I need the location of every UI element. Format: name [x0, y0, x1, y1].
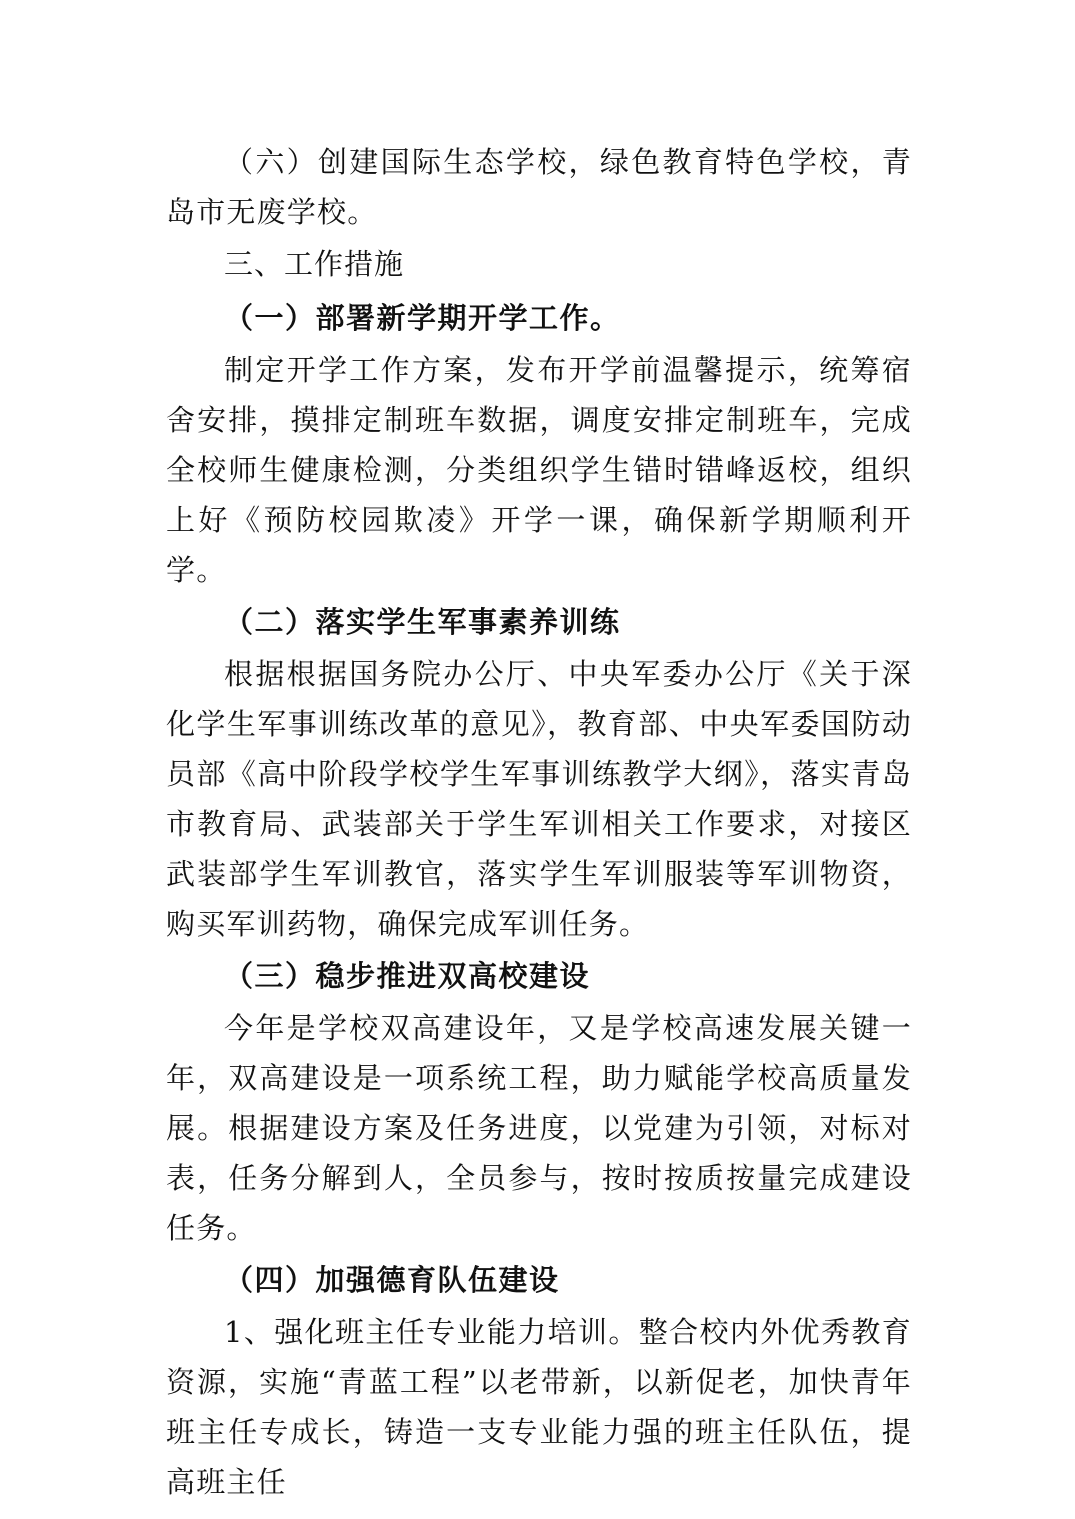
subsection-three-heading: （三）稳步推进双高校建设 [224, 959, 591, 993]
item-six-paragraph: （六）创建国际生态学校，绿色教育特色学校，青岛市无废学校。 [166, 145, 912, 229]
subsection-one-body: 制定开学工作方案，发布开学前温馨提示，统筹宿舍安排，摸排定制班车数据，调度安排定制班车，完成全校师生健康检测，分类组织学生错时错峰返校，组织上好《预防校园欺凌》开学一课，确保新学期顺利开学。 [166, 353, 912, 587]
section-three-heading: 三、工作措施 [224, 247, 405, 281]
subsection-three-body: 今年是学校双高建设年，又是学校高速发展关键一年，双高建设是一项系统工程，助力赋能学校高质量发展。根据建设方案及任务进度，以党建为引领，对标对表，任务分解到人，全员参与，按时按质按量完成建设任务。 [166, 1011, 912, 1245]
subsection-two-heading: （二）落实学生军事素养训练 [224, 605, 621, 639]
subsection-two-body: 根据根据国务院办公厅、中央军委办公厅《关于深化学生军事训练改革的意见》，教育部、中央军委国防动员部《高中阶段学校学生军事训练教学大纲》，落实青岛市教育局、武装部关于学生军训相关工作要求，对接区武装部学生军训教官，落实学生军训服装等军训物资，购买军训药物，确保完成军训任务。 [166, 657, 912, 941]
subsection-four-item-one: 1、强化班主任专业能力培训。整合校内外优秀教育资源，实施“青蓝工程”以老带新，以新促老，加快青年班主任专成长，铸造一支专业能力强的班主任队伍，提高班主任 [166, 1315, 912, 1499]
subsection-four-heading: （四）加强德育队伍建设 [224, 1263, 560, 1297]
subsection-one-heading: （一）部署新学期开学工作。 [224, 301, 621, 335]
document-page [166, 137, 912, 1507]
